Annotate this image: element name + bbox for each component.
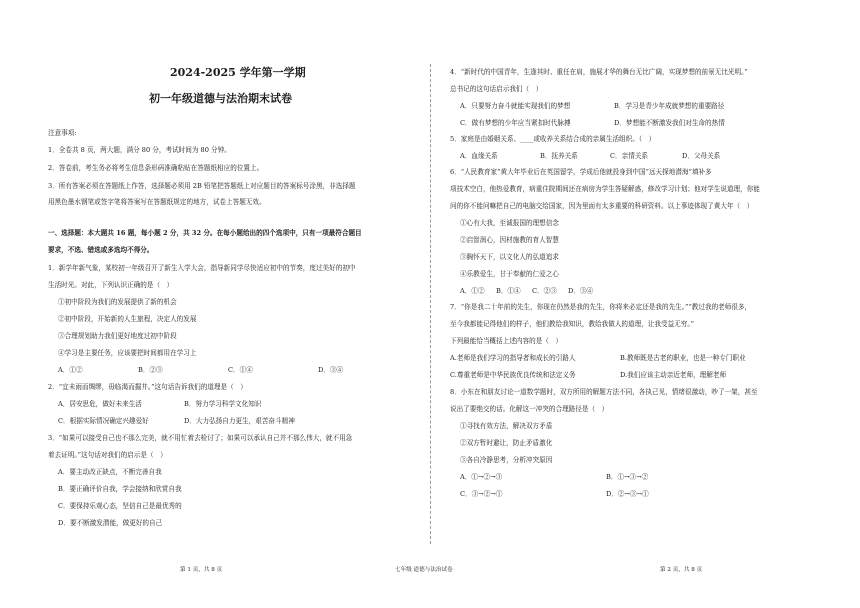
question-7-option: B.教师既是古老的职业，也是一种专门职业 xyxy=(620,354,746,362)
question-6-option: A．①② xyxy=(460,287,485,295)
question-1-item: ①初中阶段为我们的发展提供了新的机会 xyxy=(58,298,177,306)
question-4-option: D．梦想能不断激发我们对生命的热情 xyxy=(614,119,725,127)
question-5-option: D．父母关系 xyxy=(682,152,721,160)
question-6-item: ③胸怀天下，以文化人的弘道追求 xyxy=(460,253,559,261)
section-heading: 一、选择题：本大题共 16 题，每小题 2 分，共 32 分。在每小题给出的四个选项中，只有一项最符合题目 xyxy=(48,229,362,237)
question-6-option: D．③④ xyxy=(568,287,594,295)
page-number-right: 第 2 页，共 8 页 xyxy=(660,567,703,573)
notice-item: 1．全卷共 8 页，两大题，满分 80 分，考试时间为 80 分钟。 xyxy=(48,146,231,154)
exam-title-year: 2024-2025 学年第一学期 xyxy=(170,66,306,79)
question-4-stem: 总书记的这句话启示我们（ ） xyxy=(450,85,543,93)
question-6-stem: 问的你不能问嘛把自己的电脑交给国家，因为里面有太多重要的科研资料。以上事迹体现了黄大年（ ） xyxy=(450,202,754,210)
question-3-option: D．要不断激发潜能，做更好的自己 xyxy=(58,519,163,527)
question-1-stem: 生活时光。对此，下列认识正确的是（ ） xyxy=(48,281,174,289)
question-3-stem: 着去证明。”这句话对我们的启示是（ ） xyxy=(48,451,167,459)
question-1-option: B．②③ xyxy=(138,366,163,374)
question-1-item: ④学习是主要任务，应该要把时间都用在学习上 xyxy=(58,349,197,357)
question-8-option: A．①→②→③ xyxy=(460,473,503,481)
question-5-stem: 5．家庭是由婚姻关系、____或收养关系结合成的亲属生活组织。（ ） xyxy=(450,135,656,143)
question-7-option: D.我们应该主动亲近老师，理解老师 xyxy=(620,371,727,379)
question-2-option: D．大力弘扬自力更生，艰苦奋斗精神 xyxy=(184,417,295,425)
page-number-left: 第 1 页，共 8 页 xyxy=(180,567,223,573)
question-3-stem: 3．“如果可以接受自己也不那么完美，就不用忙着去检讨了；如果可以承认自己并不那么伟大，就不用急 xyxy=(48,434,353,442)
notice-item: 2．答卷前，考生务必将考生信息条形码准确粘贴在答题纸相应的位置上。 xyxy=(48,164,264,172)
question-4-option: A．只要努力奋斗就能实现我们的梦想 xyxy=(460,102,571,110)
exam-title-subject: 初一年级道德与法治期末试卷 xyxy=(149,92,292,105)
question-5-option: C．亲情关系 xyxy=(610,152,649,160)
question-8-option: D．②→③→① xyxy=(606,490,649,498)
question-2-option: B．努力学习科学文化知识 xyxy=(184,400,262,408)
question-4-stem: 4．“新时代的中国青年，生逢其时、重任在肩，施展才华的舞台无比广阔，实现梦想的前景无比光明。” xyxy=(450,68,748,76)
question-1-option: C．①④ xyxy=(228,366,253,374)
question-7-stem: 至今我都能记得他们的样子，他们教给我知识，教给我做人的道理，让我受益无穷。” xyxy=(450,320,695,328)
question-6-item: ④乐教爱生，甘于奉献的仁爱之心 xyxy=(460,270,559,278)
question-8-option: B．①→③→② xyxy=(606,473,649,481)
question-7-stem: 7．“你是我二十年前的先生，你现在仍然是我的先生，你将来必定还是我的先生。”“教过我的老师很多， xyxy=(450,303,752,311)
question-3-option: A．要主动改正缺点，不断完善自我 xyxy=(58,468,162,476)
question-8-stem: 说出了要绝交的话。化解这一冲突的合理路径是（ ） xyxy=(450,405,609,413)
question-2-option: C．根据实际情况确定兴趣爱好 xyxy=(58,417,149,425)
question-2-option: A．居安思危，做好未来生活 xyxy=(58,400,142,408)
question-4-option: C．做有梦想的少年应当紧扣时代脉搏 xyxy=(460,119,571,127)
question-3-option: C．要保持乐观心态，坚信自己是最优秀的 xyxy=(58,502,182,510)
question-1-stem: 1．新学年新气象，某校初一年级召开了新生入学大会，指导新同学尽快适应初中的节奏，度过美好的初中 xyxy=(48,264,356,272)
question-5-option: B．抚养关系 xyxy=(540,152,578,160)
question-1-option: A．①② xyxy=(58,366,83,374)
question-4-option: B．学习是青少年成就梦想的重要路径 xyxy=(614,102,725,110)
section-heading: 要求，不选、错选或多选均不得分。 xyxy=(48,246,154,254)
notice-heading: 注意事项: xyxy=(48,129,77,137)
question-8-item: ①寻找有效方法，解决双方矛盾 xyxy=(460,422,553,430)
question-8-item: ③各自冷静思考，分析冲突原因 xyxy=(460,456,553,464)
question-6-option: C．②③ xyxy=(532,287,557,295)
question-7-option: C.尊重老师是中华民族优良传统和法定义务 xyxy=(450,371,576,379)
notice-item: 3．所有答案必须在答题纸上作答，选择题必须用 2B 铅笔把答题纸上对应题目的答案标号涂黑，非选择题 xyxy=(48,182,356,190)
question-8-item: ②双方暂时避让，防止矛盾激化 xyxy=(460,439,553,447)
question-6-item: ①心有大我，至诚报国的理想信念 xyxy=(460,219,559,227)
question-6-stem: 6．“人民教育家”黄大年毕业后在英国留学，学成后他就投身到中国“远天探地潜海”填补多 xyxy=(450,168,712,176)
question-1-item: ③合理规划助力我们更好地度过初中阶段 xyxy=(58,332,177,340)
footer-subject: 七年级 道德与法治试卷 xyxy=(395,567,453,573)
question-7-option: A.老师是我们学习的指导者和成长的引路人 xyxy=(450,354,576,362)
question-6-stem: 项技术空白，他热爱教育，病重住院期间还在病房为学生答疑解惑，修改学习计划；他对学生说道理，你能 xyxy=(450,185,760,193)
notice-item: 用黑色墨水钢笔或签字笔将答案写在答题纸规定的地方，试卷上答题无效。 xyxy=(48,198,266,206)
question-8-option: C．③→②→① xyxy=(460,490,503,498)
question-7-stem: 下列最能恰当概括上述内容的是（ ） xyxy=(450,337,563,345)
question-8-stem: 8．小东在和朋友讨论一道数学题时，双方所用的解题方法不同，各执己见，情绪很激动，吵了一架，甚至 xyxy=(450,388,758,396)
question-2-stem: 2．“宜未雨而绸缪，毋临渴而掘井。”这句话告诉我们的道理是（ ） xyxy=(48,383,247,391)
question-3-option: B．要正确评价自我，学会接纳和欣赏自我 xyxy=(58,485,182,493)
question-1-item: ②初中阶段，开始新的人生旅程，决定人的发展 xyxy=(58,315,197,323)
page-divider xyxy=(430,64,431,544)
question-1-option: D．③④ xyxy=(318,366,344,374)
question-6-item: ②启智润心，因材施教的育人智慧 xyxy=(460,236,559,244)
question-5-option: A．血缘关系 xyxy=(460,152,498,160)
question-6-option: B．①④ xyxy=(496,287,521,295)
